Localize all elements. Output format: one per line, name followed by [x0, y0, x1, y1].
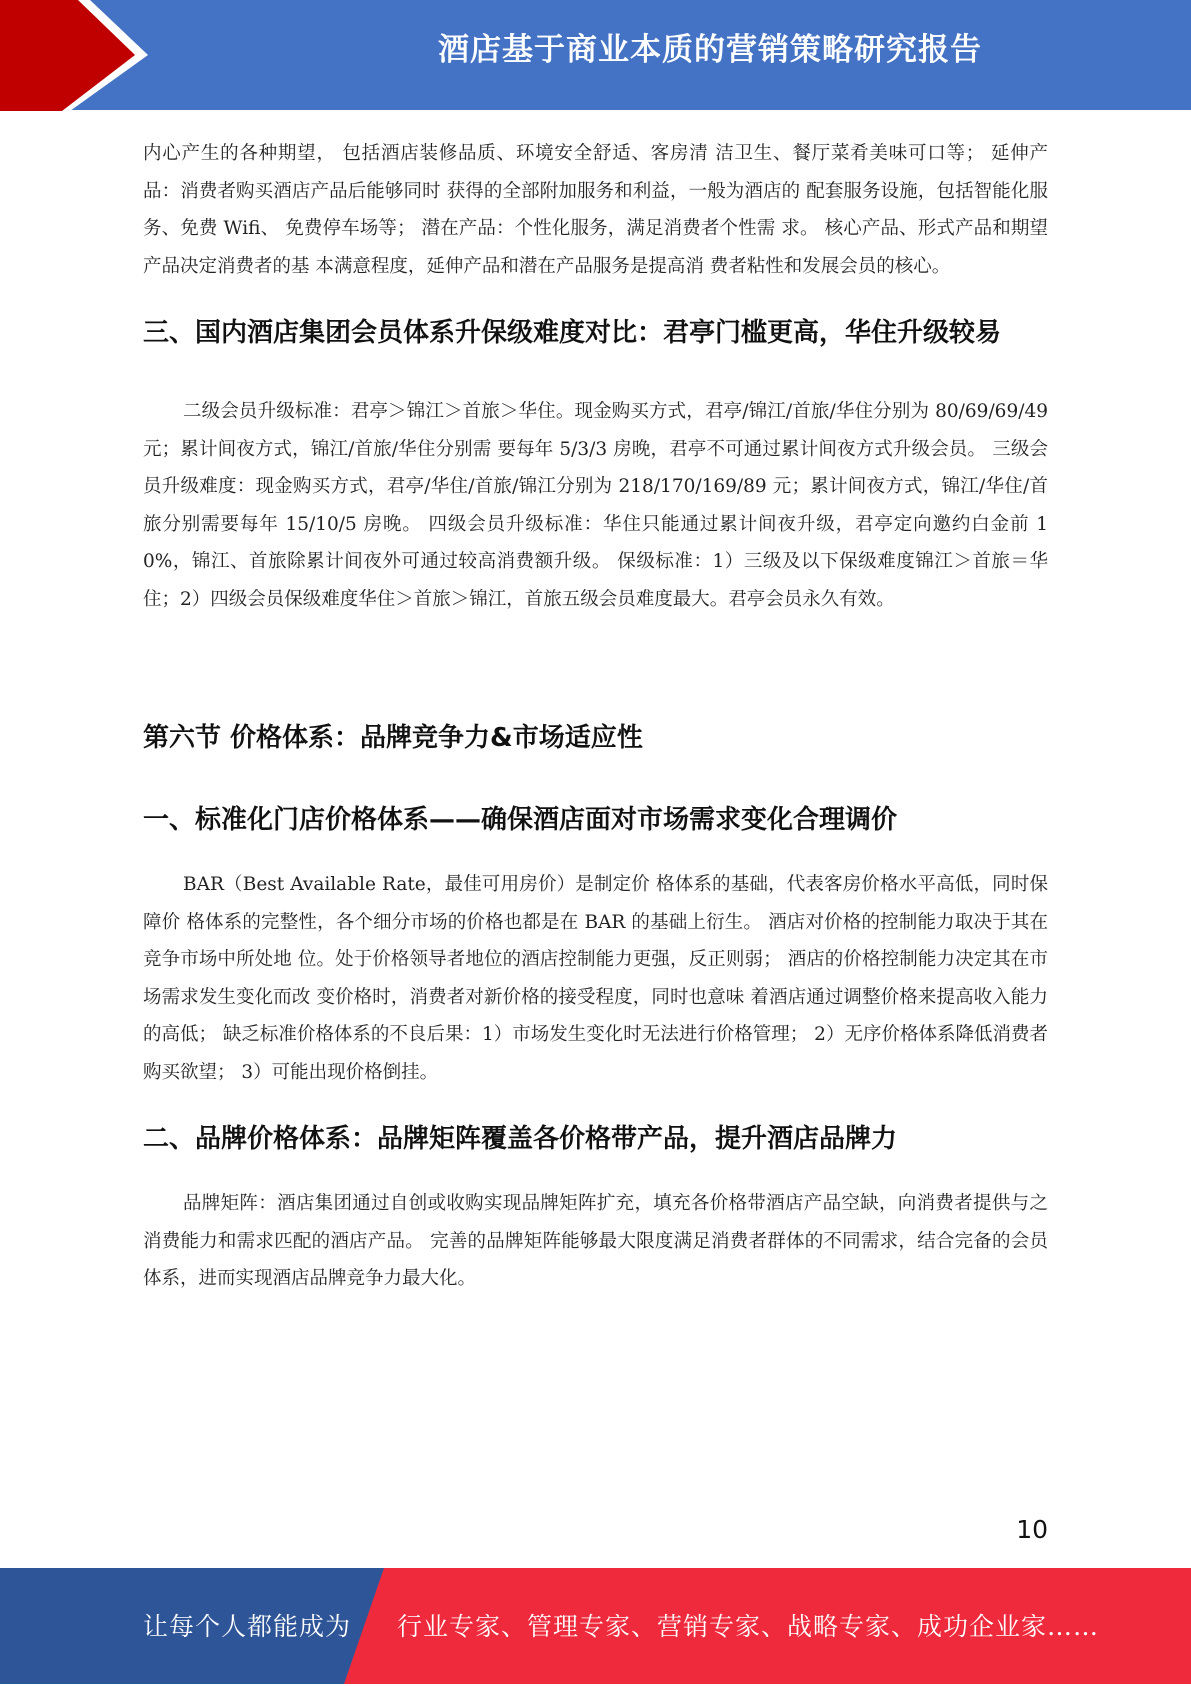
heading-standard-pricing: 一、标准化门店价格体系——确保酒店面对市场需求变化合理调价 [143, 805, 898, 835]
page-number: 10 [1016, 1515, 1048, 1544]
section-title-pricing: 第六节 价格体系：品牌竞争力&市场适应性 [143, 723, 643, 753]
heading-member-system: 三、国内酒店集团会员体系升保级难度对比：君亭门槛更高，华住升级较易 [143, 318, 1002, 348]
member-upgrade-paragraph: 二级会员升级标准：君亭＞锦江＞首旅＞华住。现金购买方式，君亭/锦江/首旅/华住分别为 80/69/69/49 元；累计间夜方式，锦江/首旅/华住分别需 要每年 5/3/3 房晚，君亭不可通过累计间夜方式升级会员。 三级会员升级难度：现金购买方式，君亭/华住/首旅/锦江分别为 218/170/169/89 元；累计间夜方式，锦江/华住/首旅分别需要每年 15/10/5 房晚。 四级会员升级标准：华住只能通过累计间夜升级，君亭定向邀约白金前 10%，锦江、首旅除累计间夜外可通过较高消费额升级。 保级标准：1）三级及以下保级难度锦江＞首旅＝华住；2）四级会员保级难度华住＞首旅＞锦江，首旅五级会员难度最大。君亭会员永久有效。 [143, 401, 1048, 610]
brand-pricing-paragraph: 品牌矩阵：酒店集团通过自创或收购实现品牌矩阵扩充，填充各价格带酒店产品空缺，向消费者提供与之消费能力和需求匹配的酒店产品。 完善的品牌矩阵能够最大限度满足消费者群体的不同需求，结合完备的会员体系，进而实现酒店品牌竞争力最大化。 [143, 1193, 1048, 1289]
page-header [0, 0, 1191, 111]
standard-pricing-paragraph: BAR（Best Available Rate，最佳可用房价）是制定价 格体系的基础，代表客房价格水平高低，同时保障价 格体系的完整性，各个细分市场的价格也都是在 BAR 的基础上衍生。 酒店对价格的控制能力取决于其在竞争市场中所处地 位。处于价格领导者地位的酒店控制能力更强，反正则弱； 酒店的价格控制能力决定其在市场需求发生变化而改 变价格时，消费者对新价格的接受程度，同时也意味 着酒店通过调整价格来提高收入能力的高低； 缺乏标准价格体系的不良后果：1）市场发生变化时无法进行价格管理； 2）无序价格体系降低消费者购买欲望； 3）可能出现价格倒挂。 [143, 874, 1048, 1083]
footer-slogan-right: 行业专家、管理专家、营销专家、战略专家、成功企业家…… [397, 1612, 1100, 1641]
footer-slogan-left: 让每个人都能成为 [143, 1612, 352, 1641]
page-footer [0, 1568, 1191, 1684]
heading-brand-pricing: 二、品牌价格体系：品牌矩阵覆盖各价格带产品，提升酒店品牌力 [143, 1124, 898, 1154]
report-title: 酒店基于商业本质的营销策略研究报告 [438, 32, 982, 68]
page-content [143, 135, 1048, 1298]
intro-paragraph: 内心产生的各种期望， 包括酒店装修品质、环境安全舒适、客房清 洁卫生、餐厅菜肴美味可口等； 延伸产品：消费者购买酒店产品后能够同时 获得的全部附加服务和利益，一般为酒店的 配套服务设施，包括智能化服务、免费 Wifi、 免费停车场等； 潜在产品：个性化服务，满足消费者个性需 求。 核心产品、形式产品和期望产品决定消费者的基 本满意程度，延伸产品和潜在产品服务是提高消 费者粘性和发展会员的核心。 [143, 143, 1048, 277]
